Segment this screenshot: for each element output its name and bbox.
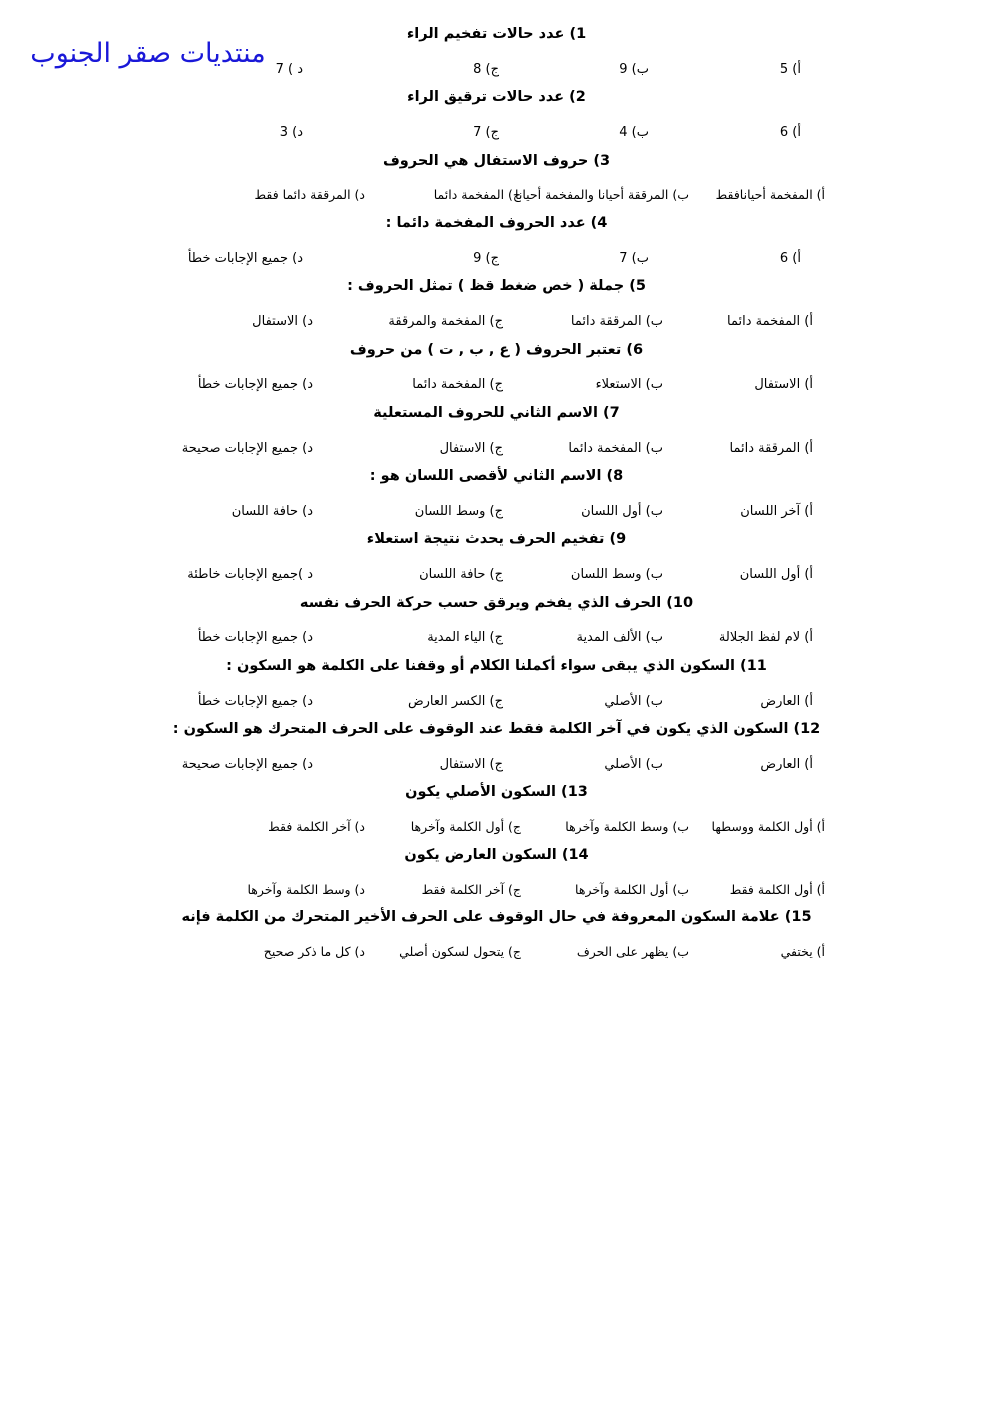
option-c[interactable]: ج) 8	[473, 61, 499, 77]
question-block	[40, 403, 953, 458]
option-c[interactable]: ج) آخر الكلمة فقط	[421, 881, 521, 897]
option-d[interactable]: د) الاستفال	[252, 314, 313, 329]
question-text: 3) حروف الاستفال هي الحروف	[382, 152, 611, 169]
option-d[interactable]: د) جميع الإجابات خطأ	[197, 377, 313, 393]
option-a[interactable]: أ) 6	[779, 250, 801, 266]
question-text: 9) تفخيم الحرف يحدث نتيجة استعلاء	[366, 531, 627, 548]
option-row	[40, 123, 953, 143]
option-a[interactable]: أ) المفخمة أحيانافقط	[715, 187, 825, 203]
option-a[interactable]: أ) 6	[779, 125, 801, 140]
question-text: 6) تعتبر الحروف ( ع , ب , ت ) من حروف	[349, 341, 644, 358]
option-row	[40, 186, 953, 205]
question-block	[40, 529, 953, 584]
question-text: 4) عدد الحروف المفخمة دائما :	[385, 215, 608, 231]
option-a[interactable]: أ) يختفي	[780, 944, 825, 959]
option-b[interactable]: ب) أول اللسان	[581, 503, 663, 519]
option-b[interactable]: ب) وسط الكلمة وآخرها	[565, 819, 689, 834]
option-row	[40, 818, 953, 837]
option-c[interactable]: ج) المفخمة والمرققة	[388, 314, 503, 329]
option-c[interactable]: ج) حافة اللسان	[419, 567, 503, 582]
option-c[interactable]: ج) 7	[473, 125, 499, 140]
question-block	[40, 845, 953, 900]
option-a[interactable]: أ) 5	[779, 61, 801, 77]
option-d[interactable]: د) جميع الإجابات خطأ	[197, 693, 313, 709]
question-block	[40, 719, 953, 774]
question-text: 1) عدد حالات تفخيم الراء	[406, 26, 587, 42]
option-c[interactable]: ج) الكسر العارض	[407, 693, 503, 709]
question-text: 2) عدد حالات ترقيق الراء	[407, 89, 586, 106]
question-block	[40, 466, 953, 521]
option-c[interactable]: ج) يتحول لسكون أصلي	[399, 944, 521, 959]
question-text: 12) السكون الذي يكون في آخر الكلمة فقط عند الوقوف على الحرف المتحرك هو السكون :	[172, 721, 821, 737]
option-row	[40, 565, 953, 585]
option-b[interactable]: ب) المفخمة دائما	[568, 440, 663, 456]
option-c[interactable]: ج) 9	[473, 250, 499, 266]
option-a[interactable]: أ) المفخمة دائما	[727, 314, 813, 329]
question-block	[40, 276, 953, 331]
option-row	[40, 375, 953, 395]
option-b[interactable]: ب) الأصلي	[604, 693, 663, 709]
option-row	[40, 249, 953, 269]
question-text: 8) الاسم الثاني لأقصى اللسان هو :	[369, 468, 624, 484]
option-a[interactable]: أ) أول الكلمة فقط	[729, 881, 825, 897]
option-c[interactable]: ج) الاستفال	[439, 756, 503, 772]
option-b[interactable]: ب) الاستعلاء	[595, 377, 663, 393]
option-a[interactable]: أ) العارض	[760, 693, 813, 709]
option-d[interactable]: د) جميع الإجابات خطأ	[187, 250, 303, 266]
question-text: 15) علامة السكون المعروفة في حال الوقوف على الحرف الأخير المتحرك من الكلمة فإنه	[181, 909, 812, 926]
option-d[interactable]: د ) 7	[275, 61, 303, 77]
option-b[interactable]: ب) الألف المدية	[576, 630, 663, 646]
option-a[interactable]: أ) لام لفظ الجلالة	[718, 630, 813, 646]
option-b[interactable]: ب) الأصلي	[604, 756, 663, 772]
option-row	[40, 439, 953, 459]
question-block	[40, 24, 953, 79]
option-d[interactable]: د) 3	[279, 125, 303, 140]
option-b[interactable]: ب) 7	[619, 250, 649, 266]
option-c[interactable]: ج) أول الكلمة وآخرها	[410, 819, 521, 834]
option-d[interactable]: د) جميع الإجابات صحيحة	[181, 440, 313, 456]
option-d[interactable]: د) آخر الكلمة فقط	[268, 819, 365, 834]
option-d[interactable]: د) وسط الكلمة وآخرها	[247, 881, 365, 897]
option-c[interactable]: ج) المفخمة دائما	[412, 377, 503, 393]
option-row	[40, 312, 953, 332]
option-b[interactable]: ب) 4	[619, 125, 649, 140]
option-b[interactable]: ب) وسط اللسان	[570, 567, 663, 582]
option-a[interactable]: أ) العارض	[760, 756, 813, 772]
question-block	[40, 213, 953, 268]
option-d[interactable]: د) حافة اللسان	[231, 503, 313, 519]
option-d[interactable]: د )جميع الإجابات خاطئة	[187, 567, 313, 582]
option-row	[40, 943, 953, 962]
question-block	[40, 656, 953, 711]
option-a[interactable]: أ) الاستفال	[754, 377, 813, 393]
option-b[interactable]: ب) المرققة دائما	[570, 314, 663, 329]
question-text: 11) السكون الذي يبقى سواء أكملنا الكلام أو وقفنا على الكلمة هو السكون :	[226, 657, 767, 674]
option-b[interactable]: ب) يظهر على الحرف	[576, 944, 689, 959]
quiz-content	[0, 24, 993, 970]
option-row	[40, 502, 953, 522]
option-d[interactable]: د) كل ما ذكر صحيح	[263, 944, 365, 959]
option-c[interactable]: ج) الاستفال	[439, 440, 503, 456]
option-a[interactable]: أ) أول اللسان	[739, 567, 813, 582]
question-block	[40, 782, 953, 837]
option-b[interactable]: ب) المرققة أحيانا والمفخمة أحيانا	[515, 187, 689, 203]
option-row	[40, 60, 953, 80]
option-d[interactable]: د) جميع الإجابات خطأ	[197, 630, 313, 646]
question-text: 10) الحرف الذي يفخم ويرقق حسب حركة الحرف نفسه	[299, 594, 694, 611]
option-c[interactable]: ج) وسط اللسان	[414, 503, 503, 519]
option-row	[40, 755, 953, 775]
question-block	[40, 907, 953, 962]
option-row	[40, 881, 953, 900]
question-text: 13) السكون الأصلي يكون	[405, 784, 588, 801]
option-c[interactable]: ج) المفخمة دائما	[433, 187, 521, 203]
forum-watermark: منتديات صقر الجنوب	[30, 38, 266, 69]
option-b[interactable]: ب) أول الكلمة وآخرها	[575, 881, 689, 897]
question-block	[40, 151, 953, 206]
option-a[interactable]: أ) أول الكلمة ووسطها	[711, 819, 825, 834]
question-block	[40, 593, 953, 648]
option-d[interactable]: د) المرققة دائما فقط	[254, 187, 365, 203]
question-text: 14) السكون العارض يكون	[404, 846, 589, 863]
option-a[interactable]: أ) المرققة دائما	[729, 440, 813, 456]
question-block	[40, 340, 953, 395]
question-block	[40, 87, 953, 142]
option-row	[40, 692, 953, 712]
option-c[interactable]: ج) الياء المدية	[427, 630, 503, 646]
question-text: 7) الاسم الثاني للحروف المستعلية	[373, 404, 620, 421]
option-d[interactable]: د) جميع الإجابات صحيحة	[181, 756, 313, 772]
option-b[interactable]: ب) 9	[619, 61, 649, 77]
option-a[interactable]: أ) آخر اللسان	[740, 503, 813, 519]
option-row	[40, 628, 953, 648]
question-text: 5) جملة ( خص ضغط قظ ) تمثل الحروف :	[347, 278, 646, 295]
